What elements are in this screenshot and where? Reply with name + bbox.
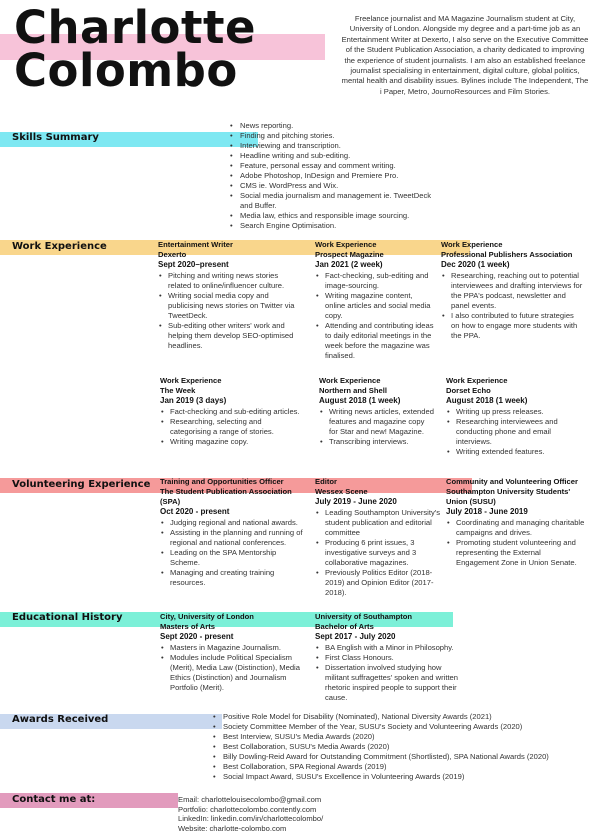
bullet-item: • Leading on the SPA Mentorship Scheme.: [160, 548, 308, 568]
job-role: Entertainment Writer: [158, 240, 233, 249]
list-item: • Feature, personal essay and comment writing.: [230, 161, 445, 171]
list-item: • Interviewing and transcription.: [230, 141, 445, 151]
job-role: Work Experience: [160, 376, 222, 385]
list-item: • Best Collaboration, SPA Regional Awards (2019): [213, 762, 598, 772]
job-organisation: Dorset Echo: [446, 386, 491, 395]
bullet-item: • Writing extended features.: [446, 447, 586, 457]
bullet-item: • Writing social media copy and publicising news stories on Twitter via TweetDeck.: [158, 291, 298, 321]
study-date: Sept 2017 - July 2020: [315, 632, 396, 641]
bullet-item: • Researching, reaching out to potential interviewees and drafting interviews for the PPA's podcast, newsletter and panel events.: [441, 271, 584, 311]
list-item: • Adobe Photoshop, InDesign and Premiere Pro.: [230, 171, 445, 181]
bullet-item: • Writing magazine copy.: [160, 437, 300, 447]
job-organisation: Prospect Magazine: [315, 250, 384, 259]
list-item: • Best Interview, SUSU's Media Awards (2020): [213, 732, 598, 742]
list-item: • Media law, ethics and responsible image sourcing.: [230, 211, 445, 221]
school-name: University of Southampton: [315, 612, 413, 621]
contact-title: Contact me at:: [12, 794, 96, 805]
job-organisation: The Student Publication Association (SPA): [160, 487, 292, 506]
bullet-item: • Coordinating and managing charitable campaigns and drives.: [446, 518, 586, 538]
job-role: Training and Opportunities Officer: [160, 477, 284, 486]
bullet-item: • Dissertation involved studying how militant suffragettes' spoken and written rhetoric inspired people to support their cause.: [315, 663, 460, 703]
job-role: Work Experience: [315, 240, 377, 249]
education-entry: [315, 612, 460, 703]
bullet-item: • Producing 6 print issues, 3 investigative surveys and 3 collaborative magazines.: [315, 538, 440, 568]
contact-line: LinkedIn: linkedin.com/in/charlottecolombo/: [178, 814, 324, 824]
bullet-item: • Previously Politics Editor (2018-2019) and Opinion Editor (2017-2018).: [315, 568, 440, 598]
job-date: July 2018 - June 2019: [446, 507, 528, 516]
list-item: • Search Engine Optimisation.: [230, 221, 445, 231]
job-entry: [446, 376, 586, 457]
bullet-item: • Researching interviewees and conducting phone and email interviews.: [446, 417, 586, 447]
list-item: • Headline writing and sub-editing.: [230, 151, 445, 161]
job-role: Work Experience: [319, 376, 381, 385]
job-date: July 2019 - June 2020: [315, 497, 397, 506]
bullet-item: • Fact-checking, sub-editing and image-sourcing.: [315, 271, 435, 291]
bullet-item: • Judging regional and national awards.: [160, 518, 308, 528]
volunteering-title: Volunteering Experience: [12, 479, 151, 490]
job-role: Community and Volunteering Officer: [446, 477, 578, 486]
degree-name: Bachelor of Arts: [315, 622, 374, 631]
bullet-list: [160, 643, 310, 693]
job-date: Oct 2020 - present: [160, 507, 230, 516]
bullet-item: • Modules include Political Specialism (Merit), Media Law (Distinction), Media Ethics (Distinction) and Journalism Portfolio (Merit).: [160, 653, 310, 693]
job-date: August 2018 (1 week): [319, 396, 401, 405]
job-date: Dec 2020 (1 week): [441, 260, 510, 269]
bullet-item: • Assisting in the planning and running of regional and national conferences.: [160, 528, 308, 548]
awards-title: Awards Received: [12, 714, 109, 725]
bullet-item: • Pitching and writing news stories related to online/influencer culture.: [158, 271, 298, 291]
bullet-item: • Writing news articles, extended features and magazine copy for Star and new! Magazine.: [319, 407, 434, 437]
job-organisation: Wessex Scene: [315, 487, 368, 496]
job-role: Work Experience: [441, 240, 503, 249]
job-date: August 2018 (1 week): [446, 396, 528, 405]
bullet-list: [315, 271, 435, 361]
job-organisation: Northern and Shell: [319, 386, 387, 395]
job-organisation: Southampton University Students' Union (SUSU): [446, 487, 571, 506]
job-date: Jan 2021 (2 week): [315, 260, 383, 269]
education-entry: [160, 612, 310, 693]
volunteer-entry: [160, 477, 308, 588]
job-entry: [158, 240, 298, 351]
volunteer-entry: [446, 477, 586, 568]
job-organisation: The Week: [160, 386, 196, 395]
bullet-list: [160, 518, 308, 588]
bullet-item: • Researching, selecting and categorising a range of stories.: [160, 417, 300, 437]
list-item: • News reporting.: [230, 121, 445, 131]
job-date: Jan 2019 (3 days): [160, 396, 227, 405]
list-item: • Society Committee Member of the Year, SUSU's Society and Volunteering Awards (2020): [213, 722, 598, 732]
list-item: • CMS ie. WordPress and Wix.: [230, 181, 445, 191]
first-name: Charlotte: [14, 1, 257, 54]
bullet-item: • BA English with a Minor in Philosophy.: [315, 643, 460, 653]
last-name: Colombo: [14, 44, 238, 97]
bullet-list: [315, 643, 460, 703]
bullet-item: • Writing up press releases.: [446, 407, 586, 417]
bullet-item: • Managing and creating training resources.: [160, 568, 308, 588]
list-item: • Best Collaboration, SUSU's Media Awards (2020): [213, 742, 598, 752]
volunteer-entry: [315, 477, 440, 598]
job-entry: [441, 240, 584, 341]
bullet-item: • First Class Honours.: [315, 653, 460, 663]
bullet-list: [319, 407, 434, 447]
job-role: Editor: [315, 477, 337, 486]
candidate-name: [14, 1, 257, 97]
bullet-item: • Attending and contributing ideas to daily editorial meetings in the week before the magazine was finalised.: [315, 321, 435, 361]
bullet-list: [446, 407, 586, 457]
bullet-item: • Fact-checking and sub-editing articles.: [160, 407, 300, 417]
bullet-item: • Writing magazine content, online articles and social media copy.: [315, 291, 435, 321]
bullet-item: • Leading Southampton University's student publication and editorial committee: [315, 508, 440, 538]
education-title: Educational History: [12, 612, 123, 623]
bullet-item: • I also contributed to future strategies on how to engage more students with the PPA.: [441, 311, 584, 341]
awards-list: [213, 712, 598, 782]
list-item: • Billy Dowling-Reid Award for Outstanding Commitment (Shortlisted), SPA National Awards (2020): [213, 752, 598, 762]
job-organisation: Dexerto: [158, 250, 187, 259]
contact-line: Portfolio: charlottecolombo.contently.com: [178, 804, 317, 814]
work-title: Work Experience: [12, 241, 107, 252]
list-item: • Social media journalism and management ie. TweetDeck and Buffer.: [230, 191, 445, 211]
job-entry: [315, 240, 435, 361]
contact-line: Website: charlotte-colombo.com: [178, 823, 287, 833]
skills-title: Skills Summary: [12, 132, 99, 143]
bullet-item: • Masters in Magazine Journalism.: [160, 643, 310, 653]
job-entry: [160, 376, 300, 447]
bullet-list: [158, 271, 298, 351]
bullet-list: [446, 518, 586, 568]
school-name: City, University of London: [160, 612, 254, 621]
contact-lines: [178, 795, 323, 833]
contact-line: Email: charlottelouisecolombo@gmail.com: [178, 795, 322, 804]
degree-name: Masters of Arts: [160, 622, 215, 631]
bullet-item: • Promoting student volunteering and representing the External Engagement Zone in Union Senate.: [446, 538, 586, 568]
bullet-item: • Transcribing interviews.: [319, 437, 434, 447]
job-date: Sept 2020–present: [158, 260, 229, 269]
list-item: • Social Impact Award, SUSU's Excellence in Volunteering Awards (2019): [213, 772, 598, 782]
skills-list: [230, 121, 445, 231]
job-organisation: Professional Publishers Association: [441, 250, 573, 259]
bullet-item: • Sub-editing other writers' work and helping them develop SEO-optimised headlines.: [158, 321, 298, 351]
job-entry: [319, 376, 434, 447]
bullet-list: [315, 508, 440, 598]
job-role: Work Experience: [446, 376, 508, 385]
study-date: Sept 2020 - present: [160, 632, 234, 641]
bullet-list: [441, 271, 584, 341]
list-item: • Positive Role Model for Disability (Nominated), National Diversity Awards (2021): [213, 712, 598, 722]
list-item: • Finding and pitching stories.: [230, 131, 445, 141]
bio-paragraph: Freelance journalist and MA Magazine Journalism student at City, University of London. Alongside my degree and a part-time job as an Entertainment Writer at Dexerto, I also serve on the Executive Committee of the Student Publication Association, a charity dedicated to improving the experience of student journalists. I am also an established freelance journalist specialising in entertainment, digital culture, global politics, mental health and disability issues. Bylines include The Independent, The i Paper, Metro, JournoResources and Film Stories.: [341, 14, 589, 96]
bullet-list: [160, 407, 300, 447]
